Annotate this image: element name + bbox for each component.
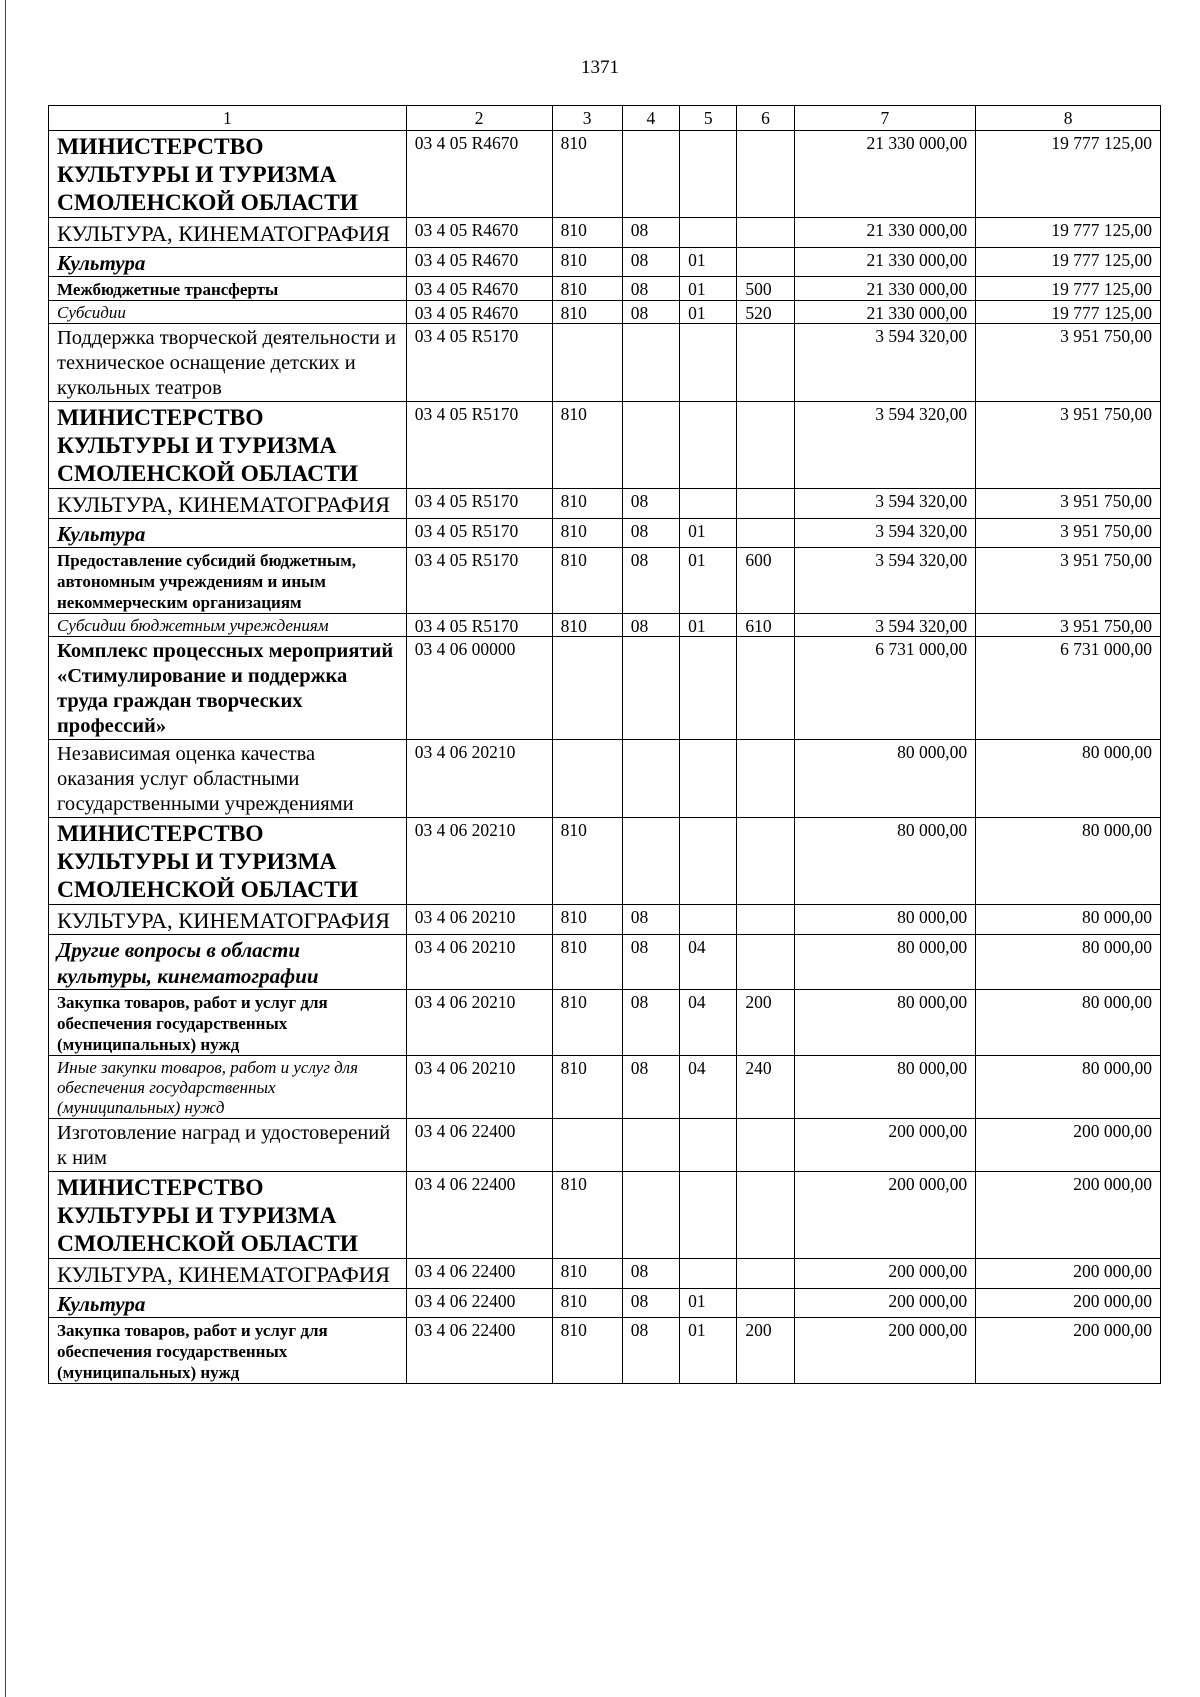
table-header-row	[49, 106, 1161, 131]
expense-type-code	[737, 324, 794, 402]
target-article-code: 03 4 05 R5170	[406, 324, 552, 402]
header-col-3: 3	[552, 106, 622, 131]
grbs-code: 810	[552, 818, 622, 905]
table-row	[49, 818, 1161, 905]
grbs-code: 810	[552, 548, 622, 614]
scan-margin-line	[5, 0, 6, 1697]
table-row	[49, 519, 1161, 548]
section-code: 08	[622, 905, 679, 935]
expense-type-code: 610	[737, 614, 794, 637]
expense-type-code	[737, 218, 794, 248]
amount-year-2: 19 777 125,00	[976, 218, 1161, 248]
section-code: 08	[622, 1289, 679, 1318]
grbs-code	[552, 740, 622, 818]
expense-type-code	[737, 1289, 794, 1318]
subsection-code	[680, 1172, 737, 1259]
grbs-code: 810	[552, 519, 622, 548]
expense-type-code	[737, 637, 794, 740]
row-name: Субсидии бюджетным учреждениям	[49, 614, 407, 637]
header-col-7: 7	[794, 106, 976, 131]
row-name: Поддержка творческой деятельности и техническое оснащение детских и кукольных театров	[49, 324, 407, 402]
amount-year-2: 3 951 750,00	[976, 519, 1161, 548]
target-article-code: 03 4 05 R4670	[406, 301, 552, 324]
subsection-code	[680, 489, 737, 519]
grbs-code	[552, 1119, 622, 1172]
expense-type-code	[737, 519, 794, 548]
section-code: 08	[622, 277, 679, 301]
table-row	[49, 905, 1161, 935]
target-article-code: 03 4 06 22400	[406, 1289, 552, 1318]
section-code: 08	[622, 489, 679, 519]
section-code: 08	[622, 990, 679, 1056]
subsection-code	[680, 905, 737, 935]
grbs-code: 810	[552, 905, 622, 935]
table-row	[49, 248, 1161, 277]
expense-type-code	[737, 248, 794, 277]
subsection-code	[680, 218, 737, 248]
subsection-code: 04	[680, 990, 737, 1056]
section-code: 08	[622, 301, 679, 324]
amount-year-2: 3 951 750,00	[976, 614, 1161, 637]
expense-type-code	[737, 402, 794, 489]
section-code: 08	[622, 935, 679, 990]
subsection-code	[680, 131, 737, 218]
target-article-code: 03 4 05 R5170	[406, 489, 552, 519]
row-name: Предоставление субсидий бюджетным, автономным учреждениям и иным некоммерческим организациям	[49, 548, 407, 614]
subsection-code	[680, 1119, 737, 1172]
expense-type-code: 600	[737, 548, 794, 614]
table-row	[49, 402, 1161, 489]
section-code: 08	[622, 218, 679, 248]
row-name: Другие вопросы в области культуры, кинематографии	[49, 935, 407, 990]
grbs-code: 810	[552, 131, 622, 218]
table-row	[49, 1259, 1161, 1289]
amount-year-1: 3 594 320,00	[794, 489, 976, 519]
grbs-code: 810	[552, 614, 622, 637]
target-article-code: 03 4 05 R5170	[406, 402, 552, 489]
subsection-code	[680, 637, 737, 740]
subsection-code	[680, 740, 737, 818]
section-code: 08	[622, 614, 679, 637]
subsection-code: 04	[680, 935, 737, 990]
expense-type-code	[737, 1172, 794, 1259]
row-name: МИНИСТЕРСТВО КУЛЬТУРЫ И ТУРИЗМА СМОЛЕНСКОЙ ОБЛАСТИ	[49, 402, 407, 489]
table-row	[49, 131, 1161, 218]
amount-year-2: 3 951 750,00	[976, 402, 1161, 489]
expense-type-code	[737, 935, 794, 990]
row-name: Культура	[49, 519, 407, 548]
expense-type-code: 500	[737, 277, 794, 301]
subsection-code: 01	[680, 248, 737, 277]
section-code: 08	[622, 519, 679, 548]
target-article-code: 03 4 05 R4670	[406, 277, 552, 301]
header-col-1: 1	[49, 106, 407, 131]
grbs-code: 810	[552, 1056, 622, 1119]
target-article-code: 03 4 06 22400	[406, 1259, 552, 1289]
subsection-code: 01	[680, 1289, 737, 1318]
expense-type-code: 200	[737, 1318, 794, 1384]
header-col-4: 4	[622, 106, 679, 131]
amount-year-2: 80 000,00	[976, 905, 1161, 935]
row-name: Межбюджетные трансферты	[49, 277, 407, 301]
grbs-code: 810	[552, 277, 622, 301]
table-row	[49, 301, 1161, 324]
grbs-code: 810	[552, 248, 622, 277]
amount-year-1: 21 330 000,00	[794, 301, 976, 324]
amount-year-2: 3 951 750,00	[976, 324, 1161, 402]
grbs-code: 810	[552, 301, 622, 324]
target-article-code: 03 4 06 22400	[406, 1318, 552, 1384]
amount-year-1: 3 594 320,00	[794, 519, 976, 548]
table-row	[49, 935, 1161, 990]
table-row	[49, 614, 1161, 637]
target-article-code: 03 4 05 R4670	[406, 248, 552, 277]
amount-year-2: 6 731 000,00	[976, 637, 1161, 740]
target-article-code: 03 4 06 20210	[406, 905, 552, 935]
amount-year-1: 3 594 320,00	[794, 614, 976, 637]
section-code: 08	[622, 248, 679, 277]
subsection-code	[680, 402, 737, 489]
row-name: Комплекс процессных мероприятий «Стимулирование и поддержка труда граждан творческих профессий»	[49, 637, 407, 740]
target-article-code: 03 4 05 R4670	[406, 218, 552, 248]
section-code	[622, 1119, 679, 1172]
page-number: 1371	[581, 57, 619, 78]
section-code	[622, 637, 679, 740]
amount-year-1: 200 000,00	[794, 1259, 976, 1289]
table-row	[49, 548, 1161, 614]
target-article-code: 03 4 06 20210	[406, 740, 552, 818]
grbs-code: 810	[552, 1318, 622, 1384]
section-code: 08	[622, 1259, 679, 1289]
row-name: Изготовление наград и удостоверений к ним	[49, 1119, 407, 1172]
row-name: Иные закупки товаров, работ и услуг для обеспечения государственных (муниципальных) нужд	[49, 1056, 407, 1119]
target-article-code: 03 4 05 R5170	[406, 519, 552, 548]
table-row	[49, 1289, 1161, 1318]
target-article-code: 03 4 05 R5170	[406, 548, 552, 614]
amount-year-1: 21 330 000,00	[794, 248, 976, 277]
row-name: КУЛЬТУРА, КИНЕМАТОГРАФИЯ	[49, 218, 407, 248]
amount-year-1: 6 731 000,00	[794, 637, 976, 740]
expense-type-code	[737, 1119, 794, 1172]
expense-type-code	[737, 489, 794, 519]
row-name: КУЛЬТУРА, КИНЕМАТОГРАФИЯ	[49, 905, 407, 935]
grbs-code: 810	[552, 402, 622, 489]
subsection-code: 01	[680, 548, 737, 614]
section-code: 08	[622, 1318, 679, 1384]
amount-year-1: 21 330 000,00	[794, 218, 976, 248]
amount-year-1: 80 000,00	[794, 1056, 976, 1119]
amount-year-2: 80 000,00	[976, 935, 1161, 990]
amount-year-1: 200 000,00	[794, 1119, 976, 1172]
grbs-code	[552, 324, 622, 402]
section-code	[622, 324, 679, 402]
grbs-code: 810	[552, 489, 622, 519]
header-col-8: 8	[976, 106, 1161, 131]
row-name: Культура	[49, 1289, 407, 1318]
expense-type-code	[737, 818, 794, 905]
grbs-code: 810	[552, 1172, 622, 1259]
target-article-code: 03 4 06 20210	[406, 935, 552, 990]
header-col-5: 5	[680, 106, 737, 131]
amount-year-2: 3 951 750,00	[976, 548, 1161, 614]
amount-year-2: 200 000,00	[976, 1289, 1161, 1318]
row-name: МИНИСТЕРСТВО КУЛЬТУРЫ И ТУРИЗМА СМОЛЕНСКОЙ ОБЛАСТИ	[49, 1172, 407, 1259]
target-article-code: 03 4 06 20210	[406, 1056, 552, 1119]
subsection-code: 01	[680, 301, 737, 324]
amount-year-2: 80 000,00	[976, 990, 1161, 1056]
amount-year-1: 80 000,00	[794, 935, 976, 990]
expense-type-code: 200	[737, 990, 794, 1056]
table-row	[49, 1056, 1161, 1119]
amount-year-2: 19 777 125,00	[976, 277, 1161, 301]
amount-year-1: 80 000,00	[794, 905, 976, 935]
subsection-code	[680, 1259, 737, 1289]
expense-type-code	[737, 740, 794, 818]
row-name: МИНИСТЕРСТВО КУЛЬТУРЫ И ТУРИЗМА СМОЛЕНСКОЙ ОБЛАСТИ	[49, 131, 407, 218]
section-code	[622, 131, 679, 218]
table-row	[49, 637, 1161, 740]
expense-type-code: 240	[737, 1056, 794, 1119]
row-name: Закупка товаров, работ и услуг для обеспечения государственных (муниципальных) нужд	[49, 990, 407, 1056]
amount-year-2: 80 000,00	[976, 818, 1161, 905]
target-article-code: 03 4 06 22400	[406, 1172, 552, 1259]
target-article-code: 03 4 06 20210	[406, 818, 552, 905]
subsection-code: 01	[680, 519, 737, 548]
amount-year-1: 3 594 320,00	[794, 324, 976, 402]
amount-year-2: 80 000,00	[976, 1056, 1161, 1119]
target-article-code: 03 4 06 22400	[406, 1119, 552, 1172]
amount-year-2: 3 951 750,00	[976, 489, 1161, 519]
amount-year-2: 200 000,00	[976, 1318, 1161, 1384]
header-col-2: 2	[406, 106, 552, 131]
amount-year-1: 3 594 320,00	[794, 402, 976, 489]
header-col-6: 6	[737, 106, 794, 131]
table-row	[49, 1119, 1161, 1172]
table-row	[49, 218, 1161, 248]
table-row	[49, 489, 1161, 519]
expense-type-code	[737, 1259, 794, 1289]
target-article-code: 03 4 05 R5170	[406, 614, 552, 637]
table-row	[49, 740, 1161, 818]
row-name: КУЛЬТУРА, КИНЕМАТОГРАФИЯ	[49, 1259, 407, 1289]
amount-year-1: 80 000,00	[794, 740, 976, 818]
grbs-code	[552, 637, 622, 740]
subsection-code: 01	[680, 1318, 737, 1384]
subsection-code: 01	[680, 277, 737, 301]
table-row	[49, 1172, 1161, 1259]
row-name: Субсидии	[49, 301, 407, 324]
expense-type-code	[737, 131, 794, 218]
amount-year-1: 3 594 320,00	[794, 548, 976, 614]
grbs-code: 810	[552, 218, 622, 248]
section-code	[622, 740, 679, 818]
row-name: МИНИСТЕРСТВО КУЛЬТУРЫ И ТУРИЗМА СМОЛЕНСКОЙ ОБЛАСТИ	[49, 818, 407, 905]
grbs-code: 810	[552, 1259, 622, 1289]
amount-year-1: 80 000,00	[794, 990, 976, 1056]
amount-year-1: 200 000,00	[794, 1289, 976, 1318]
row-name: Независимая оценка качества оказания услуг областными государственными учреждениями	[49, 740, 407, 818]
section-code	[622, 1172, 679, 1259]
subsection-code	[680, 818, 737, 905]
grbs-code: 810	[552, 990, 622, 1056]
expense-type-code: 520	[737, 301, 794, 324]
section-code: 08	[622, 1056, 679, 1119]
subsection-code	[680, 324, 737, 402]
amount-year-2: 19 777 125,00	[976, 301, 1161, 324]
amount-year-2: 19 777 125,00	[976, 248, 1161, 277]
amount-year-2: 200 000,00	[976, 1259, 1161, 1289]
grbs-code: 810	[552, 935, 622, 990]
amount-year-1: 21 330 000,00	[794, 277, 976, 301]
amount-year-2: 19 777 125,00	[976, 131, 1161, 218]
amount-year-2: 80 000,00	[976, 740, 1161, 818]
target-article-code: 03 4 06 20210	[406, 990, 552, 1056]
table-row	[49, 1318, 1161, 1384]
expense-type-code	[737, 905, 794, 935]
table-row	[49, 324, 1161, 402]
grbs-code: 810	[552, 1289, 622, 1318]
amount-year-1: 21 330 000,00	[794, 131, 976, 218]
subsection-code: 01	[680, 614, 737, 637]
amount-year-1: 200 000,00	[794, 1318, 976, 1384]
target-article-code: 03 4 06 00000	[406, 637, 552, 740]
amount-year-2: 200 000,00	[976, 1172, 1161, 1259]
target-article-code: 03 4 05 R4670	[406, 131, 552, 218]
row-name: Культура	[49, 248, 407, 277]
row-name: Закупка товаров, работ и услуг для обеспечения государственных (муниципальных) нужд	[49, 1318, 407, 1384]
amount-year-2: 200 000,00	[976, 1119, 1161, 1172]
section-code: 08	[622, 548, 679, 614]
amount-year-1: 200 000,00	[794, 1172, 976, 1259]
subsection-code: 04	[680, 1056, 737, 1119]
budget-table	[48, 105, 1161, 1384]
section-code	[622, 402, 679, 489]
table-row	[49, 277, 1161, 301]
table-row	[49, 990, 1161, 1056]
row-name: КУЛЬТУРА, КИНЕМАТОГРАФИЯ	[49, 489, 407, 519]
section-code	[622, 818, 679, 905]
amount-year-1: 80 000,00	[794, 818, 976, 905]
